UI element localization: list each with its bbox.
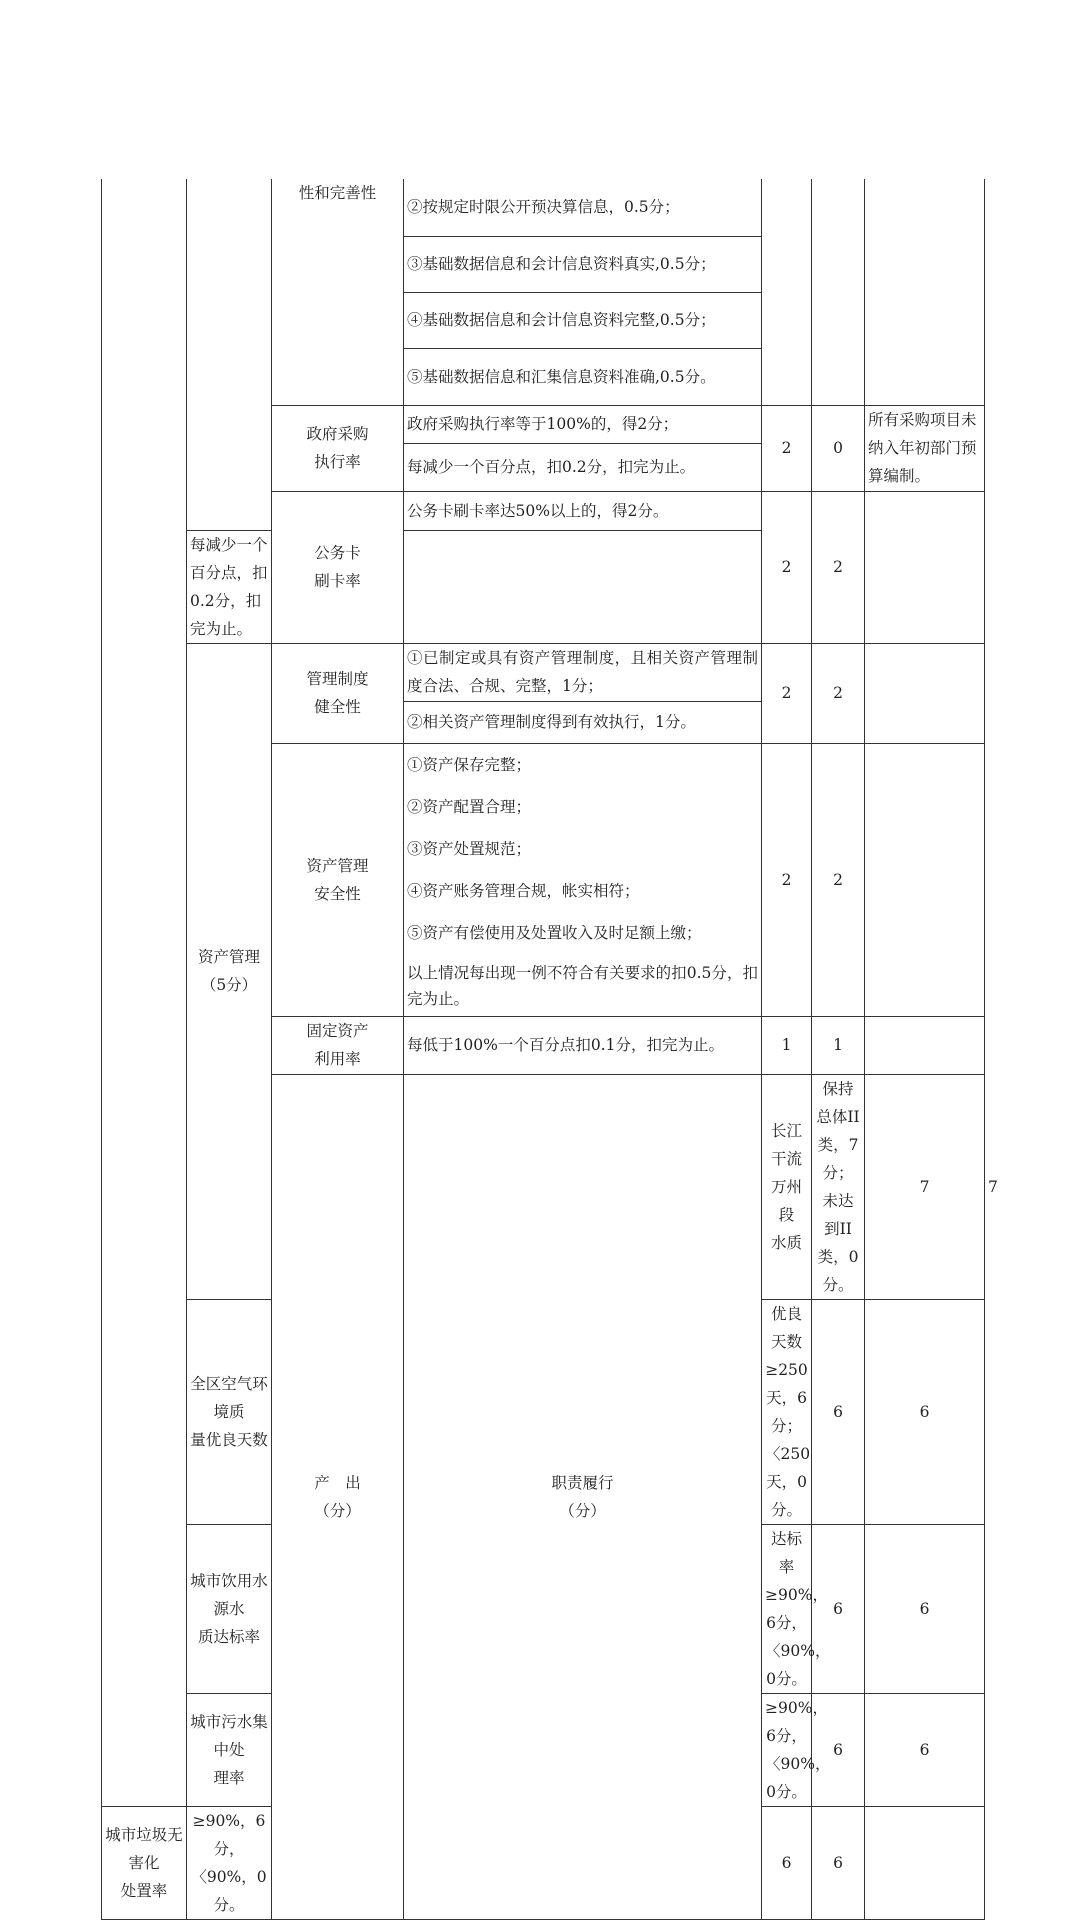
score-empty — [812, 179, 865, 405]
indicator-procurement — [272, 405, 404, 491]
indicator-line: 利用率 — [314, 1050, 361, 1068]
criteria-item: ≥90%，6分，〈90%，0分。 — [762, 1693, 812, 1806]
full-score: 7 — [865, 1074, 985, 1299]
indicator-asset-utilization — [272, 1016, 404, 1074]
criteria-item: ③资产处置规范； — [407, 839, 532, 858]
full-score: 2 — [762, 405, 812, 491]
criteria-item: ②按规定时限公开预决算信息，0.5分； — [404, 179, 762, 236]
category-output — [272, 1074, 404, 1919]
note-empty — [865, 179, 985, 405]
criteria-item: 每减少一个百分点，扣0.2分，扣完为止。 — [187, 530, 272, 643]
criteria-item: ①资产保存完整； — [407, 755, 532, 774]
criteria-item: ⑤资产有偿使用及处置收入及时足额上缴； — [407, 923, 702, 942]
indicator-line: 全区空气环境质 — [190, 1374, 268, 1421]
criteria-item: ④资产账务管理合规，帐实相符； — [407, 881, 640, 900]
score: 6 — [812, 1806, 865, 1919]
score: 2 — [812, 743, 865, 1016]
indicator-line: 管理制度 — [306, 670, 369, 688]
criteria-item: 公务卡刷卡率达50%以上的，得2分。 — [404, 491, 762, 530]
full-score: 2 — [762, 643, 812, 743]
indicator-line: 刷卡率 — [314, 572, 361, 590]
indicator-budget-info: 性和完善性 — [272, 179, 404, 405]
indicator-output — [102, 1806, 187, 1919]
indicator-line: 水质 — [770, 1233, 802, 1252]
indicator-line: 健全性 — [314, 698, 361, 716]
category-line: （分） — [559, 1501, 606, 1520]
evaluation-table: 性和完善性 ②按规定时限公开预决算信息，0.5分； ③基础数据信息和会计信息资料真实,0.5分； ④基础数据信息和会计信息资料完整,0.5分； ⑤基础数据信息和汇集信息资料准确,0.5分。 政府采购 执行率 政府采购执行率等于100%的，得2分； 2 0 所有采购项目未纳入年初部门预算编制。 每减少一个百分点，扣0.2分，扣完为止。 公务卡 刷卡率 公务卡刷卡率达50%以上的，得2分。 2 2 每减少一个百分点，扣0.2分，扣完为止。 资产管理 （5分） 管理制度 健全性 ①已制定或具有资产管理制度，且相关资产管理制度合法、合规、完整，1分； 2 2 ②相关资产管理制度得到有效执行，1分。 资产管理 安全性 ①资产保存完整； ②资产配置合理； ③资产处置规范； ④资产账务管理合规，帐实相符； ⑤资产有偿使用及处置收入及时足额上缴； 以上情况每出现一例不符合有关要求的扣0.5分，扣完为止。 2 2 固定资产 利用率 每低于100%一个百分点扣0.1分，扣完为止。 1 1 产 出 （分） 职责履行 （分） 长江干流万州段 水质 保持总体II类，7分；未达到II类，0分。 7 7 全区空气环境质 量优良天数 优良天数≥250天，6分；〈250天，0分。 6 6 城市饮用水源水 质达标率 达标率≥90%，6分，〈90%，0分。 6 6 城市污水集中处 理率 ≥90%，6分，〈90%，0分。 6 6 城市垃圾无害化 处置率 ≥90%，6分，〈90%，0分。 6 6 — [101, 179, 985, 1920]
indicator-line: 公务卡 — [314, 544, 361, 562]
indicator-line: 资产管理 — [306, 856, 369, 875]
subcategory-duty — [404, 1074, 762, 1919]
score: 2 — [812, 491, 865, 643]
full-score: 2 — [762, 743, 812, 1016]
criteria-item: 保持总体II类，7分；未达到II类，0分。 — [812, 1074, 865, 1299]
note-procurement: 所有采购项目未纳入年初部门预算编制。 — [865, 405, 985, 491]
note-empty — [865, 491, 985, 643]
criteria-item: ③基础数据信息和会计信息资料真实,0.5分； — [404, 236, 762, 292]
indicator-line: 执行率 — [314, 453, 361, 471]
full-score-empty — [762, 179, 812, 405]
level2-cell-empty — [187, 179, 272, 530]
full-score: 1 — [762, 1016, 812, 1074]
full-score: 6 — [812, 1299, 865, 1524]
full-score: 6 — [812, 1693, 865, 1806]
indicator-line: 城市污水集中处 — [190, 1712, 268, 1759]
score: 6 — [865, 1524, 985, 1693]
score: 6 — [865, 1693, 985, 1806]
category-line: （分） — [314, 1501, 361, 1520]
indicator-output — [187, 1524, 272, 1693]
category-line: （5分） — [200, 976, 258, 994]
criteria-list — [404, 743, 762, 1016]
category-line: 职责履行 — [551, 1473, 614, 1492]
criteria-item: 每减少一个百分点，扣0.2分，扣完为止。 — [404, 443, 762, 491]
indicator-line: 长江干流万州段 — [770, 1121, 802, 1224]
indicator-line: 固定资产 — [306, 1022, 369, 1040]
category-line: 产 出 — [314, 1473, 361, 1492]
full-score: 6 — [762, 1806, 812, 1919]
criteria-item: 政府采购执行率等于100%的，得2分； — [404, 405, 762, 443]
indicator-line: 安全性 — [314, 884, 361, 903]
note-empty — [865, 1806, 985, 1919]
indicator-asset-system — [272, 643, 404, 743]
indicator-output — [187, 1299, 272, 1524]
criteria-item: ②相关资产管理制度得到有效执行，1分。 — [404, 701, 762, 743]
category-asset-management — [187, 643, 272, 1299]
score: 6 — [865, 1299, 985, 1524]
category-line: 资产管理 — [197, 948, 260, 966]
indicator-line: 质达标率 — [197, 1627, 260, 1646]
criteria-item: ④基础数据信息和会计信息资料完整,0.5分； — [404, 292, 762, 348]
full-score: 6 — [812, 1524, 865, 1693]
criteria-item: 以上情况每出现一例不符合有关要求的扣0.5分，扣完为止。 — [407, 963, 758, 1008]
indicator-output — [762, 1074, 812, 1299]
indicator-line: 城市饮用水源水 — [190, 1571, 268, 1618]
full-score: 2 — [762, 491, 812, 643]
criteria-item: ②资产配置合理； — [407, 797, 532, 816]
criteria-item: 每低于100%一个百分点扣0.1分，扣完为止。 — [404, 1016, 762, 1074]
indicator-line: 政府采购 — [306, 425, 369, 443]
indicator-asset-safety — [272, 743, 404, 1016]
indicator-line: 理率 — [213, 1768, 245, 1787]
indicator-line: 处置率 — [120, 1881, 168, 1900]
note-empty — [865, 1016, 985, 1074]
criteria-item: 达标率≥90%，6分，〈90%，0分。 — [762, 1524, 812, 1693]
criteria-item: 优良天数≥250天，6分；〈250天，0分。 — [762, 1299, 812, 1524]
note-empty — [865, 643, 985, 743]
criteria-item: ①已制定或具有资产管理制度，且相关资产管理制度合法、合规、完整，1分； — [404, 643, 762, 701]
score: 2 — [812, 643, 865, 743]
criteria-item: ≥90%，6分，〈90%，0分。 — [187, 1806, 272, 1919]
note-empty — [865, 743, 985, 1016]
indicator-output — [187, 1693, 272, 1806]
level1-cell-empty — [102, 179, 187, 1806]
indicator-official-card — [272, 491, 404, 643]
criteria-item: ⑤基础数据信息和汇集信息资料准确,0.5分。 — [404, 348, 762, 405]
score: 1 — [812, 1016, 865, 1074]
indicator-line: 城市垃圾无害化 — [105, 1825, 183, 1872]
score: 0 — [812, 405, 865, 491]
indicator-line: 量优良天数 — [190, 1430, 268, 1449]
